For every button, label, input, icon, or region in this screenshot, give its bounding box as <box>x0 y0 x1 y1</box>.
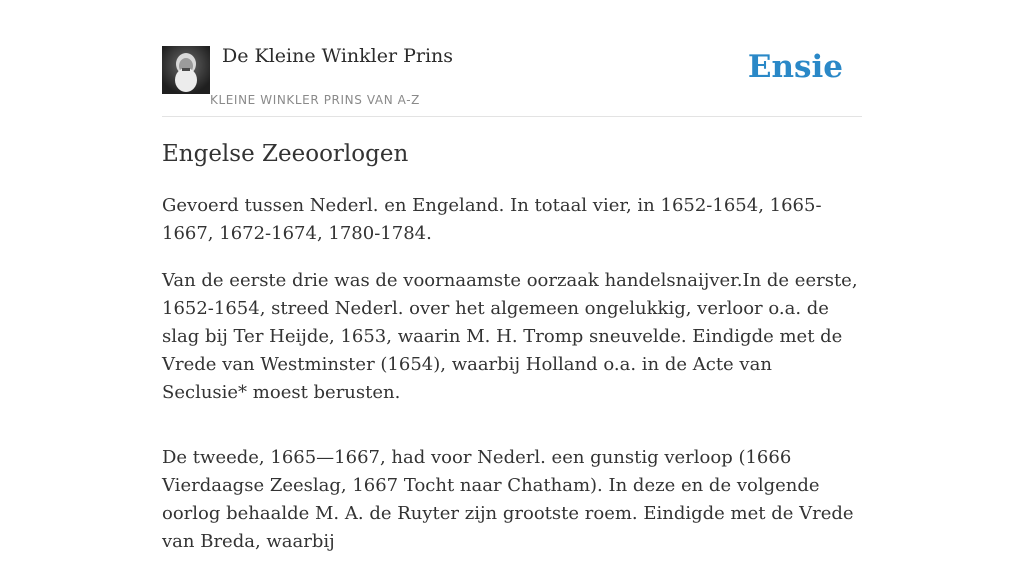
author-avatar[interactable] <box>162 46 210 94</box>
site-title[interactable]: De Kleine Winkler Prins <box>222 45 454 67</box>
site-header <box>162 0 862 117</box>
site-subtitle[interactable]: KLEINE WINKLER PRINS VAN A-Z <box>210 93 420 107</box>
article <box>162 138 862 575</box>
brand-logo[interactable]: Ensie <box>747 49 843 85</box>
article-title: Engelse Zeeoorlogen <box>162 141 409 167</box>
article-paragraph: De tweede, 1665—1667, had voor Nederl. een gunstig verloop (1666 Vierdaagse Zeeslag, 1667 Tocht naar Chatham). In deze en de volgende oorlog behaalde M. A. de Ruyter zijn grootste roem. Eindigde met de Vrede van Breda, waarbij <box>162 447 854 552</box>
article-paragraph: Gevoerd tussen Nederl. en Engeland. In totaal vier, in 1652-1654, 1665-1667, 1672-1674, 1780-1784. <box>162 195 822 244</box>
article-paragraph: Van de eerste drie was de voornaamste oorzaak handelsnaijver.In de eerste, 1652-1654, streed Nederl. over het algemeen ongelukkig, verloor o.a. de slag bij Ter Heijde, 1653, waarin M. H. Tromp sneuvelde. Eindigde met de Vrede van Westminster (1654), waarbij Holland o.a. in de Acte van Seclusie* moest berusten. <box>162 270 858 403</box>
